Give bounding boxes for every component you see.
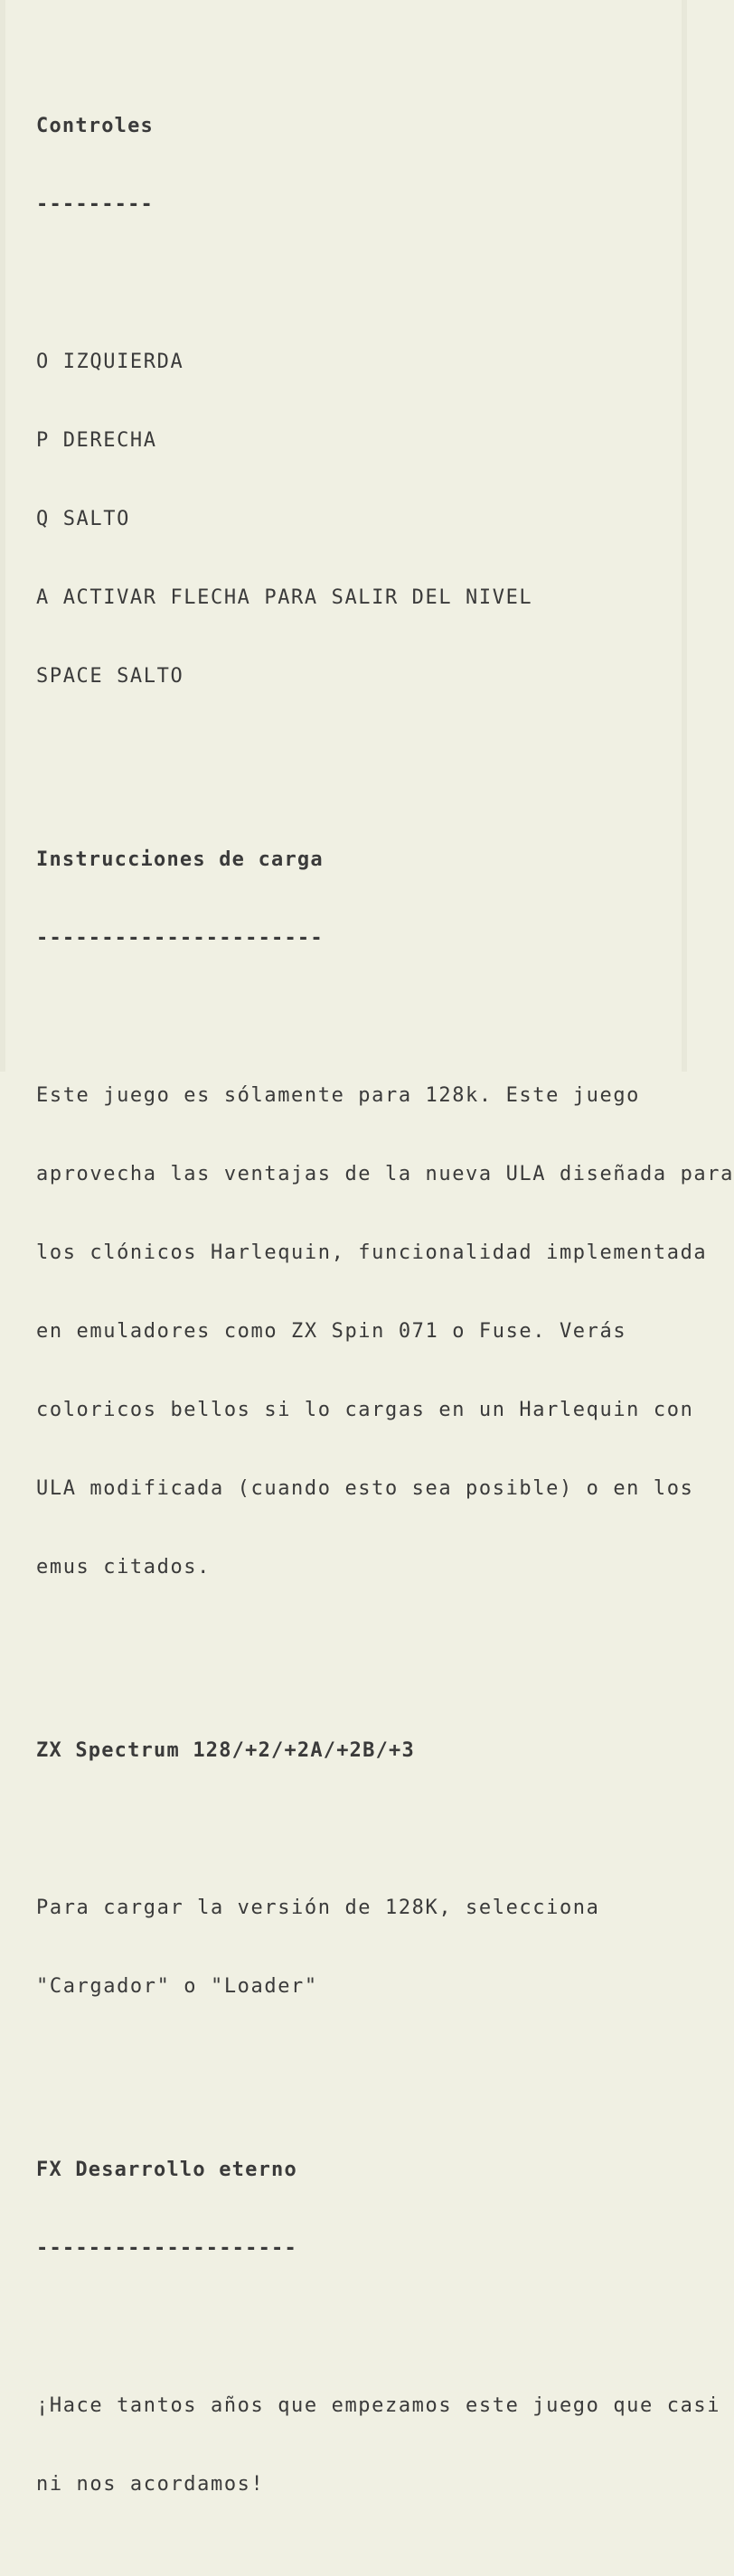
spacer [36,1816,669,1842]
carga-underline: ---------------------- [36,927,324,950]
spectrum-paragraph-line: Para cargar la versión de 128K, selecciona [36,1897,600,1919]
spacer [36,742,669,768]
control-line: SPACE SALTO [36,665,184,688]
control-line: O IZQUIERDA [36,351,184,373]
controles-underline: --------- [36,193,155,216]
control-line: A ACTIVAR FLECHA PARA SALIR DEL NIVEL [36,586,533,609]
carga-paragraph-line: emus citados. [36,1556,211,1578]
document-body [36,34,734,2576]
carga-paragraph-line: los clónicos Harlequin, funcionalidad implementada [36,1241,708,1264]
carga-paragraph-line: en emuladores como ZX Spin 071 o Fuse. Verás [36,1320,627,1343]
spacer [36,1633,669,1659]
controles-heading: Controles [36,115,155,137]
carga-paragraph-line: ULA modificada (cuando esto sea posible) o en los [36,1477,694,1500]
carga-paragraph-line: aprovecha las ventajas de la nueva ULA diseñada para [36,1163,734,1185]
spacer [36,270,669,296]
carga-paragraph-line: Este juego es sólamente para 128k. Este juego [36,1084,641,1107]
control-line: P DERECHA [36,429,157,452]
spacer [36,2314,669,2340]
spectrum-heading: ZX Spectrum 128/+2/+2A/+2B/+3 [36,1739,415,1762]
spectrum-paragraph-line: "Cargador" o "Loader" [36,1975,318,1998]
spacer [36,1004,669,1030]
spacer [36,2052,669,2078]
control-line: Q SALTO [36,508,130,530]
fx-paragraph-line: ¡Hace tantos años que empezamos este juego que casi [36,2394,721,2417]
fx-underline: -------------------- [36,2237,297,2260]
carga-heading: Instrucciones de carga [36,848,324,871]
fx-heading: FX Desarrollo eterno [36,2159,297,2181]
carga-paragraph-line: coloricos bellos si lo cargas en un Harlequin con [36,1399,694,1421]
fx-paragraph-line: ni nos acordamos! [36,2473,265,2496]
